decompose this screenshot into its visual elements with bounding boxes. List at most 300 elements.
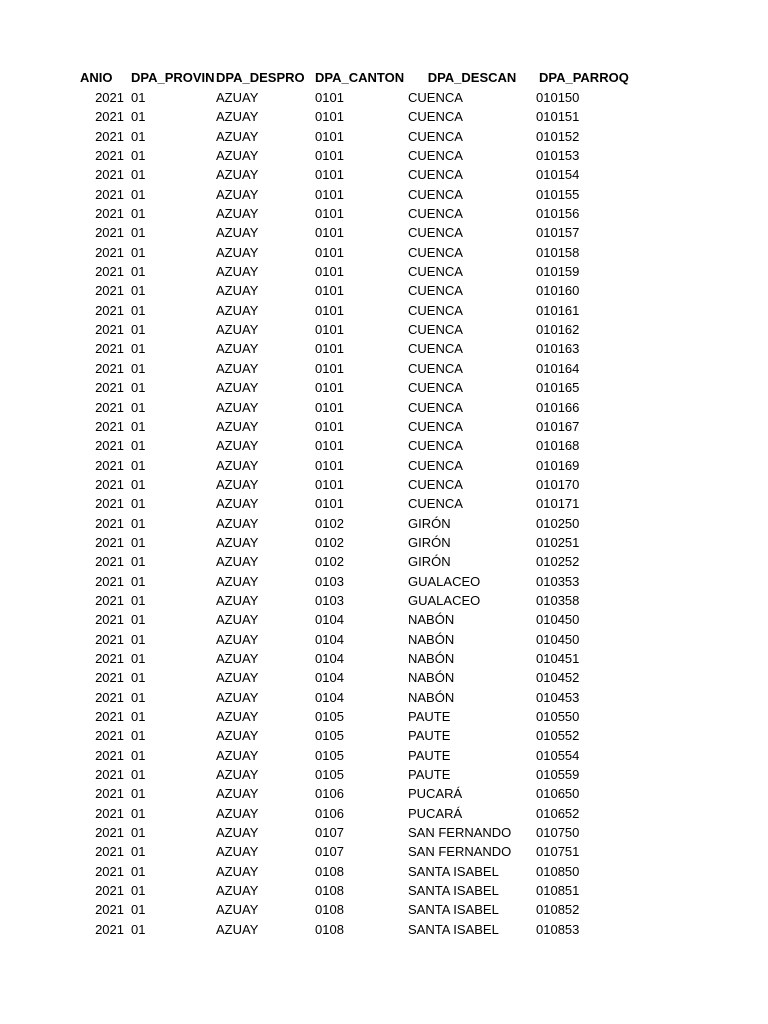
cell-dpa-parroq: 010170	[536, 476, 580, 492]
table-row	[0, 862, 659, 881]
cell-dpa-despro: AZUAY	[216, 863, 259, 879]
table-row	[0, 320, 659, 339]
cell-dpa-canton: 0108	[315, 921, 344, 937]
cell-dpa-despro: AZUAY	[216, 380, 259, 396]
cell-dpa-descan: CUENCA	[408, 264, 463, 280]
cell-anio: 2021	[95, 631, 124, 647]
cell-dpa-canton: 0101	[315, 264, 344, 280]
cell-dpa-canton: 0108	[315, 883, 344, 899]
cell-dpa-parroq: 010164	[536, 360, 580, 376]
cell-dpa-parroq: 010453	[536, 689, 580, 705]
cell-anio: 2021	[95, 573, 124, 589]
cell-anio: 2021	[95, 863, 124, 879]
cell-dpa-despro: AZUAY	[216, 457, 259, 473]
cell-dpa-parroq: 010252	[536, 554, 580, 570]
cell-dpa-parroq: 010151	[536, 109, 580, 125]
cell-dpa-parroq: 010451	[536, 650, 580, 666]
cell-anio: 2021	[95, 283, 124, 299]
cell-dpa-parroq: 010552	[536, 728, 580, 744]
cell-dpa-provin: 01	[131, 496, 146, 512]
cell-dpa-descan: PAUTE	[408, 747, 451, 763]
cell-anio: 2021	[95, 554, 124, 570]
cell-dpa-despro: AZUAY	[216, 631, 259, 647]
cell-dpa-despro: AZUAY	[216, 844, 259, 860]
cell-dpa-despro: AZUAY	[216, 90, 259, 105]
cell-dpa-canton: 0101	[315, 244, 344, 260]
cell-dpa-parroq: 010852	[536, 902, 580, 918]
header-dpa-canton: DPA_CANTON	[315, 70, 405, 86]
cell-anio: 2021	[95, 244, 124, 260]
cell-dpa-provin: 01	[131, 921, 146, 937]
cell-dpa-provin: 01	[131, 264, 146, 280]
table-row	[0, 339, 659, 358]
cell-dpa-descan: NABÓN	[408, 670, 455, 686]
cell-dpa-parroq: 010650	[536, 786, 580, 802]
cell-dpa-parroq: 010166	[536, 399, 580, 415]
cell-dpa-parroq: 010853	[536, 921, 580, 937]
cell-dpa-despro: AZUAY	[216, 902, 259, 918]
cell-dpa-descan: SANTA ISABEL	[408, 921, 499, 937]
cell-dpa-provin: 01	[131, 592, 146, 608]
cell-anio: 2021	[95, 148, 124, 164]
cell-anio: 2021	[95, 457, 124, 473]
cell-anio: 2021	[95, 438, 124, 454]
header-dpa-despro: DPA_DESPRO	[216, 70, 305, 86]
spreadsheet	[0, 68, 768, 939]
cell-dpa-despro: AZUAY	[216, 341, 259, 357]
header-anio: ANIO	[80, 70, 113, 86]
cell-dpa-despro: AZUAY	[216, 128, 259, 144]
cell-dpa-canton: 0101	[315, 496, 344, 512]
cell-dpa-despro: AZUAY	[216, 709, 259, 724]
cell-anio: 2021	[95, 728, 124, 744]
cell-dpa-despro: AZUAY	[216, 496, 259, 512]
cell-dpa-despro: AZUAY	[216, 322, 259, 338]
cell-dpa-parroq: 010171	[536, 496, 580, 512]
cell-dpa-descan: PAUTE	[408, 767, 451, 783]
cell-dpa-descan: SANTA ISABEL	[408, 883, 499, 899]
table-row	[0, 494, 659, 513]
cell-anio: 2021	[95, 805, 124, 821]
cell-dpa-despro: AZUAY	[216, 786, 259, 802]
cell-dpa-canton: 0102	[315, 515, 344, 531]
cell-dpa-descan: NABÓN	[408, 689, 455, 705]
cell-dpa-provin: 01	[131, 805, 146, 821]
cell-dpa-despro: AZUAY	[216, 612, 259, 628]
cell-dpa-parroq: 010167	[536, 418, 580, 434]
cell-dpa-parroq: 010156	[536, 206, 580, 222]
cell-dpa-parroq: 010169	[536, 457, 580, 473]
cell-anio: 2021	[95, 360, 124, 376]
table-row	[0, 649, 659, 668]
cell-dpa-despro: AZUAY	[216, 148, 259, 164]
cell-anio: 2021	[95, 825, 124, 841]
cell-dpa-canton: 0101	[315, 283, 344, 299]
cell-dpa-parroq: 010159	[536, 264, 580, 280]
cell-dpa-despro: AZUAY	[216, 302, 259, 318]
cell-dpa-descan: NABÓN	[408, 631, 455, 647]
cell-dpa-descan: PAUTE	[408, 728, 451, 744]
cell-dpa-descan: CUENCA	[408, 128, 463, 144]
cell-anio: 2021	[95, 767, 124, 783]
cell-dpa-provin: 01	[131, 534, 146, 550]
cell-dpa-canton: 0101	[315, 206, 344, 222]
table-row	[0, 533, 659, 552]
cell-anio: 2021	[95, 670, 124, 686]
cell-dpa-parroq: 010751	[536, 844, 580, 860]
cell-dpa-despro: AZUAY	[216, 689, 259, 705]
cell-dpa-despro: AZUAY	[216, 883, 259, 899]
table-body	[0, 88, 659, 939]
cell-dpa-despro: AZUAY	[216, 825, 259, 841]
table-row	[0, 765, 659, 784]
cell-dpa-provin: 01	[131, 612, 146, 628]
table-row	[0, 707, 659, 726]
header-dpa-provin: DPA_PROVIN	[131, 70, 215, 86]
table-row	[0, 514, 659, 533]
cell-anio: 2021	[95, 186, 124, 202]
table-row	[0, 630, 659, 649]
cell-dpa-descan: SANTA ISABEL	[408, 902, 499, 918]
cell-dpa-provin: 01	[131, 283, 146, 299]
cell-dpa-parroq: 010652	[536, 805, 580, 821]
cell-dpa-despro: AZUAY	[216, 206, 259, 222]
cell-dpa-descan: CUENCA	[408, 496, 463, 512]
cell-dpa-parroq: 010450	[536, 612, 580, 628]
table-row	[0, 301, 659, 320]
cell-dpa-descan: CUENCA	[408, 341, 463, 357]
cell-anio: 2021	[95, 302, 124, 318]
table-row	[0, 107, 659, 126]
cell-dpa-despro: AZUAY	[216, 360, 259, 376]
cell-dpa-descan: NABÓN	[408, 650, 455, 666]
cell-dpa-descan: PUCARÁ	[408, 805, 463, 821]
cell-dpa-despro: AZUAY	[216, 534, 259, 550]
cell-dpa-canton: 0106	[315, 786, 344, 802]
cell-dpa-parroq: 010358	[536, 592, 580, 608]
cell-dpa-descan: CUENCA	[408, 418, 463, 434]
cell-dpa-provin: 01	[131, 206, 146, 222]
cell-anio: 2021	[95, 592, 124, 608]
cell-dpa-parroq: 010154	[536, 167, 580, 183]
cell-dpa-parroq: 010554	[536, 747, 580, 763]
cell-dpa-descan: CUENCA	[408, 90, 463, 105]
cell-dpa-provin: 01	[131, 515, 146, 531]
table-row	[0, 746, 659, 765]
cell-dpa-parroq: 010165	[536, 380, 580, 396]
cell-dpa-provin: 01	[131, 438, 146, 454]
cell-anio: 2021	[95, 786, 124, 802]
cell-dpa-canton: 0101	[315, 418, 344, 434]
cell-dpa-parroq: 010559	[536, 767, 580, 783]
cell-dpa-parroq: 010161	[536, 302, 580, 318]
cell-dpa-provin: 01	[131, 631, 146, 647]
cell-anio: 2021	[95, 921, 124, 937]
cell-dpa-despro: AZUAY	[216, 167, 259, 183]
cell-dpa-provin: 01	[131, 399, 146, 415]
cell-dpa-provin: 01	[131, 883, 146, 899]
cell-dpa-provin: 01	[131, 167, 146, 183]
cell-dpa-despro: AZUAY	[216, 921, 259, 937]
table-row	[0, 900, 659, 919]
cell-dpa-despro: AZUAY	[216, 805, 259, 821]
cell-dpa-canton: 0101	[315, 128, 344, 144]
table-row	[0, 842, 659, 861]
cell-dpa-canton: 0101	[315, 90, 344, 105]
cell-anio: 2021	[95, 225, 124, 241]
table-row	[0, 127, 659, 146]
cell-dpa-provin: 01	[131, 650, 146, 666]
cell-dpa-canton: 0102	[315, 554, 344, 570]
cell-dpa-provin: 01	[131, 109, 146, 125]
cell-dpa-descan: CUENCA	[408, 476, 463, 492]
cell-dpa-provin: 01	[131, 457, 146, 473]
cell-anio: 2021	[95, 709, 124, 724]
cell-dpa-provin: 01	[131, 825, 146, 841]
cell-anio: 2021	[95, 902, 124, 918]
cell-dpa-parroq: 010168	[536, 438, 580, 454]
cell-dpa-despro: AZUAY	[216, 264, 259, 280]
cell-dpa-canton: 0104	[315, 689, 344, 705]
cell-dpa-descan: CUENCA	[408, 206, 463, 222]
cell-dpa-despro: AZUAY	[216, 767, 259, 783]
cell-dpa-parroq: 010452	[536, 670, 580, 686]
cell-anio: 2021	[95, 167, 124, 183]
cell-dpa-provin: 01	[131, 341, 146, 357]
table-row	[0, 398, 659, 417]
cell-anio: 2021	[95, 399, 124, 415]
cell-dpa-descan: GIRÓN	[408, 554, 451, 570]
cell-dpa-canton: 0101	[315, 302, 344, 318]
cell-dpa-provin: 01	[131, 728, 146, 744]
cell-dpa-provin: 01	[131, 670, 146, 686]
table-row	[0, 281, 659, 300]
cell-dpa-canton: 0107	[315, 844, 344, 860]
cell-dpa-parroq: 010155	[536, 186, 580, 202]
table-row	[0, 262, 659, 281]
cell-dpa-parroq: 010750	[536, 825, 580, 841]
cell-anio: 2021	[95, 341, 124, 357]
cell-dpa-parroq: 010251	[536, 534, 580, 550]
cell-dpa-canton: 0104	[315, 670, 344, 686]
cell-dpa-provin: 01	[131, 322, 146, 338]
table-row	[0, 223, 659, 242]
table-row	[0, 726, 659, 745]
cell-dpa-descan: GUALACEO	[408, 592, 481, 608]
cell-dpa-descan: CUENCA	[408, 244, 463, 260]
cell-anio: 2021	[95, 883, 124, 899]
cell-dpa-provin: 01	[131, 244, 146, 260]
cell-dpa-parroq: 010851	[536, 883, 580, 899]
cell-dpa-despro: AZUAY	[216, 283, 259, 299]
cell-anio: 2021	[95, 515, 124, 531]
cell-dpa-provin: 01	[131, 476, 146, 492]
cell-dpa-provin: 01	[131, 767, 146, 783]
cell-dpa-descan: SAN FERNANDO	[408, 825, 512, 841]
cell-dpa-despro: AZUAY	[216, 573, 259, 589]
table-row	[0, 204, 659, 223]
cell-dpa-provin: 01	[131, 360, 146, 376]
cell-anio: 2021	[95, 534, 124, 550]
cell-dpa-provin: 01	[131, 844, 146, 860]
cell-anio: 2021	[95, 128, 124, 144]
cell-dpa-provin: 01	[131, 380, 146, 396]
cell-dpa-descan: CUENCA	[408, 148, 463, 164]
cell-dpa-canton: 0105	[315, 709, 344, 724]
cell-dpa-parroq: 010450	[536, 631, 580, 647]
cell-dpa-descan: CUENCA	[408, 399, 463, 415]
cell-dpa-provin: 01	[131, 786, 146, 802]
cell-anio: 2021	[95, 90, 124, 105]
cell-dpa-despro: AZUAY	[216, 747, 259, 763]
table-row	[0, 436, 659, 455]
cell-dpa-despro: AZUAY	[216, 476, 259, 492]
cell-dpa-descan: GIRÓN	[408, 534, 451, 550]
cell-dpa-descan: CUENCA	[408, 360, 463, 376]
cell-dpa-descan: PAUTE	[408, 709, 451, 724]
table-row	[0, 146, 659, 165]
cell-anio: 2021	[95, 322, 124, 338]
cell-dpa-provin: 01	[131, 863, 146, 879]
table-row	[0, 688, 659, 707]
cell-dpa-provin: 01	[131, 554, 146, 570]
cell-dpa-canton: 0104	[315, 631, 344, 647]
cell-dpa-provin: 01	[131, 302, 146, 318]
table-row	[0, 243, 659, 262]
cell-dpa-canton: 0104	[315, 612, 344, 628]
cell-dpa-canton: 0101	[315, 341, 344, 357]
cell-dpa-descan: CUENCA	[408, 167, 463, 183]
cell-dpa-parroq: 010550	[536, 709, 580, 724]
table-row	[0, 185, 659, 204]
cell-dpa-despro: AZUAY	[216, 650, 259, 666]
cell-dpa-provin: 01	[131, 186, 146, 202]
cell-dpa-provin: 01	[131, 689, 146, 705]
cell-dpa-despro: AZUAY	[216, 515, 259, 531]
cell-anio: 2021	[95, 612, 124, 628]
cell-dpa-canton: 0101	[315, 476, 344, 492]
cell-dpa-provin: 01	[131, 573, 146, 589]
cell-dpa-canton: 0107	[315, 825, 344, 841]
cell-anio: 2021	[95, 476, 124, 492]
cell-dpa-despro: AZUAY	[216, 418, 259, 434]
cell-dpa-provin: 01	[131, 148, 146, 164]
cell-dpa-parroq: 010163	[536, 341, 580, 357]
table-row	[0, 359, 659, 378]
cell-dpa-descan: SAN FERNANDO	[408, 844, 512, 860]
cell-dpa-despro: AZUAY	[216, 438, 259, 454]
cell-dpa-parroq: 010152	[536, 128, 580, 144]
cell-dpa-canton: 0101	[315, 360, 344, 376]
table-row	[0, 456, 659, 475]
cell-dpa-descan: CUENCA	[408, 283, 463, 299]
cell-anio: 2021	[95, 496, 124, 512]
cell-dpa-descan: CUENCA	[408, 225, 463, 241]
cell-dpa-canton: 0106	[315, 805, 344, 821]
table-row	[0, 920, 659, 939]
cell-dpa-despro: AZUAY	[216, 728, 259, 744]
cell-dpa-parroq: 010153	[536, 148, 580, 164]
cell-anio: 2021	[95, 650, 124, 666]
table-row	[0, 668, 659, 687]
cell-dpa-canton: 0101	[315, 167, 344, 183]
cell-dpa-despro: AZUAY	[216, 244, 259, 260]
table-row	[0, 165, 659, 184]
cell-dpa-canton: 0105	[315, 767, 344, 783]
cell-dpa-canton: 0101	[315, 457, 344, 473]
cell-dpa-canton: 0101	[315, 109, 344, 125]
cell-dpa-canton: 0104	[315, 650, 344, 666]
table-row	[0, 552, 659, 571]
cell-dpa-descan: CUENCA	[408, 438, 463, 454]
cell-dpa-descan: CUENCA	[408, 380, 463, 396]
cell-dpa-parroq: 010850	[536, 863, 580, 879]
cell-dpa-descan: CUENCA	[408, 186, 463, 202]
table-row	[0, 591, 659, 610]
cell-dpa-despro: AZUAY	[216, 592, 259, 608]
cell-anio: 2021	[95, 109, 124, 125]
table-row	[0, 475, 659, 494]
cell-dpa-parroq: 010157	[536, 225, 580, 241]
cell-dpa-canton: 0108	[315, 863, 344, 879]
table-row	[0, 378, 659, 397]
cell-dpa-canton: 0101	[315, 380, 344, 396]
cell-dpa-canton: 0101	[315, 399, 344, 415]
cell-dpa-canton: 0102	[315, 534, 344, 550]
cell-dpa-descan: GIRÓN	[408, 515, 451, 531]
cell-dpa-canton: 0105	[315, 728, 344, 744]
table-row	[0, 881, 659, 900]
cell-dpa-parroq: 010160	[536, 283, 580, 299]
header-row	[0, 68, 659, 88]
cell-dpa-canton: 0101	[315, 148, 344, 164]
cell-dpa-canton: 0101	[315, 225, 344, 241]
cell-dpa-canton: 0108	[315, 902, 344, 918]
table-row	[0, 417, 659, 436]
cell-dpa-descan: CUENCA	[408, 109, 463, 125]
cell-dpa-canton: 0105	[315, 747, 344, 763]
header-dpa-descan: DPA_DESCAN	[427, 70, 517, 86]
cell-dpa-provin: 01	[131, 225, 146, 241]
cell-dpa-despro: AZUAY	[216, 670, 259, 686]
table-row	[0, 804, 659, 823]
cell-dpa-descan: PUCARÁ	[408, 786, 463, 802]
cell-dpa-descan: GUALACEO	[408, 573, 481, 589]
cell-anio: 2021	[95, 264, 124, 280]
cell-anio: 2021	[95, 206, 124, 222]
cell-dpa-canton: 0103	[315, 573, 344, 589]
cell-dpa-canton: 0103	[315, 592, 344, 608]
cell-dpa-despro: AZUAY	[216, 109, 259, 125]
cell-dpa-descan: CUENCA	[408, 302, 463, 318]
cell-dpa-provin: 01	[131, 902, 146, 918]
cell-dpa-parroq: 010250	[536, 515, 580, 531]
table-row	[0, 784, 659, 803]
cell-anio: 2021	[95, 844, 124, 860]
cell-dpa-despro: AZUAY	[216, 399, 259, 415]
cell-dpa-descan: CUENCA	[408, 457, 463, 473]
cell-dpa-descan: NABÓN	[408, 612, 455, 628]
header-dpa-parroq: DPA_PARROQ	[539, 70, 629, 86]
cell-dpa-despro: AZUAY	[216, 554, 259, 570]
table-row	[0, 610, 659, 629]
cell-dpa-despro: AZUAY	[216, 225, 259, 241]
cell-dpa-descan: SANTA ISABEL	[408, 863, 499, 879]
cell-dpa-provin: 01	[131, 747, 146, 763]
table-row	[0, 88, 659, 107]
cell-dpa-despro: AZUAY	[216, 186, 259, 202]
cell-anio: 2021	[95, 689, 124, 705]
